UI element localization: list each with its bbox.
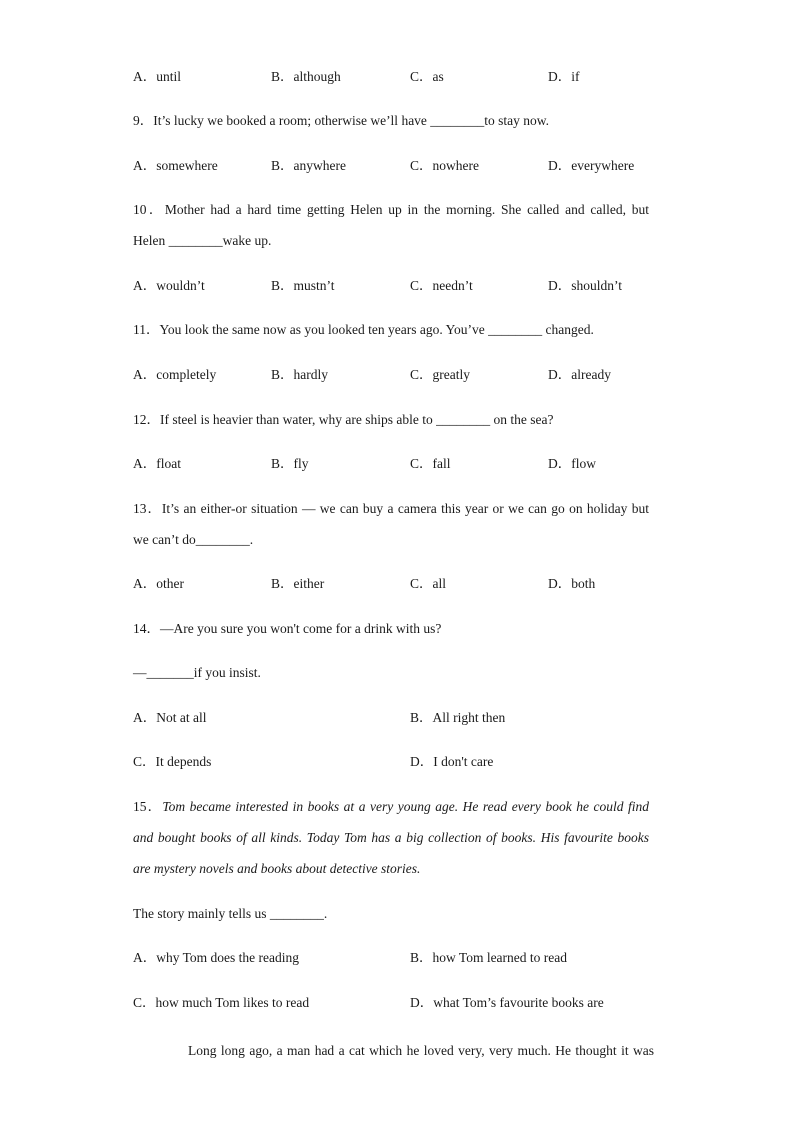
q10-stem-line2: Helen ________wake up. xyxy=(133,233,272,248)
q15-option-c[interactable]: C．how much Tom likes to read xyxy=(133,995,310,1010)
q15-passage-line2: and bought books of all kinds. Today Tom has a big collection of books. His favourite books xyxy=(133,830,649,845)
q15-passage-text1: Tom became interested in books at a very young age. He read every book he could find xyxy=(162,799,650,814)
q10-option-b[interactable]: B．mustn’t xyxy=(271,278,335,293)
q9-option-c[interactable]: C．nowhere xyxy=(410,158,479,173)
q13-option-a[interactable]: A．other xyxy=(133,576,184,591)
q15-number: 15． xyxy=(133,799,163,814)
q12-stem: 12．If steel is heavier than water, why are ships able to ________ on the sea? xyxy=(133,412,554,427)
q11-option-d[interactable]: D．already xyxy=(548,367,611,382)
q15-option-b[interactable]: B．how Tom learned to read xyxy=(410,950,568,965)
q12-option-d[interactable]: D．flow xyxy=(548,456,596,471)
q11-option-c[interactable]: C．greatly xyxy=(410,367,470,382)
q15-option-a[interactable]: A．why Tom does the reading xyxy=(133,950,300,965)
q9-option-a[interactable]: A．somewhere xyxy=(133,158,218,173)
q12-option-c[interactable]: C．fall xyxy=(410,456,451,471)
q13-option-d[interactable]: D．both xyxy=(548,576,596,591)
q15-stem: The story mainly tells us ________. xyxy=(133,906,328,921)
q9-option-b[interactable]: B．anywhere xyxy=(271,158,346,173)
q8-option-b[interactable]: B．although xyxy=(271,69,341,84)
q8-option-d[interactable]: D．if xyxy=(548,69,580,84)
q11-stem: 11．You look the same now as you looked ten years ago. You’ve ________ changed. xyxy=(133,322,594,337)
q13-stem-line1: 13．It’s an either-or situation — we can buy a camera this year or we can go on holiday but xyxy=(133,501,649,516)
q13-option-c[interactable]: C．all xyxy=(410,576,446,591)
q10-option-c[interactable]: C．needn’t xyxy=(410,278,473,293)
q14-option-d[interactable]: D．I don't care xyxy=(410,754,494,769)
q9-option-d[interactable]: D．everywhere xyxy=(548,158,635,173)
q11-option-a[interactable]: A．completely xyxy=(133,367,217,382)
q14-option-a[interactable]: A．Not at all xyxy=(133,710,207,725)
q13-option-b[interactable]: B．either xyxy=(271,576,325,591)
q11-option-b[interactable]: B．hardly xyxy=(271,367,328,382)
q15-option-d[interactable]: D．what Tom’s favourite books are xyxy=(410,995,604,1010)
q14-stem-line2: —_______if you insist. xyxy=(133,665,261,680)
q10-option-d[interactable]: D．shouldn’t xyxy=(548,278,623,293)
reading-passage-first-line: Long long ago, a man had a cat which he loved very, very much. He thought it was xyxy=(188,1043,654,1058)
q10-stem-line1: 10．Mother had a hard time getting Helen up in the morning. She called and called, but xyxy=(133,202,649,217)
q13-stem-line2: we can’t do________. xyxy=(133,532,254,547)
q14-option-b[interactable]: B．All right then xyxy=(410,710,506,725)
q12-option-b[interactable]: B．fly xyxy=(271,456,309,471)
q9-stem: 9．It’s lucky we booked a room; otherwise we’ll have ________to stay now. xyxy=(133,113,550,128)
q8-option-a[interactable]: A．until xyxy=(133,69,182,84)
q10-option-a[interactable]: A．wouldn’t xyxy=(133,278,205,293)
q12-option-a[interactable]: A．float xyxy=(133,456,181,471)
q8-option-c[interactable]: C．as xyxy=(410,69,444,84)
q14-option-c[interactable]: C．It depends xyxy=(133,754,212,769)
q14-stem-line1: 14．—Are you sure you won't come for a drink with us? xyxy=(133,621,442,636)
q15-passage-line3: are mystery novels and books about detective stories. xyxy=(133,861,421,876)
q15-passage-line1 xyxy=(133,798,649,816)
